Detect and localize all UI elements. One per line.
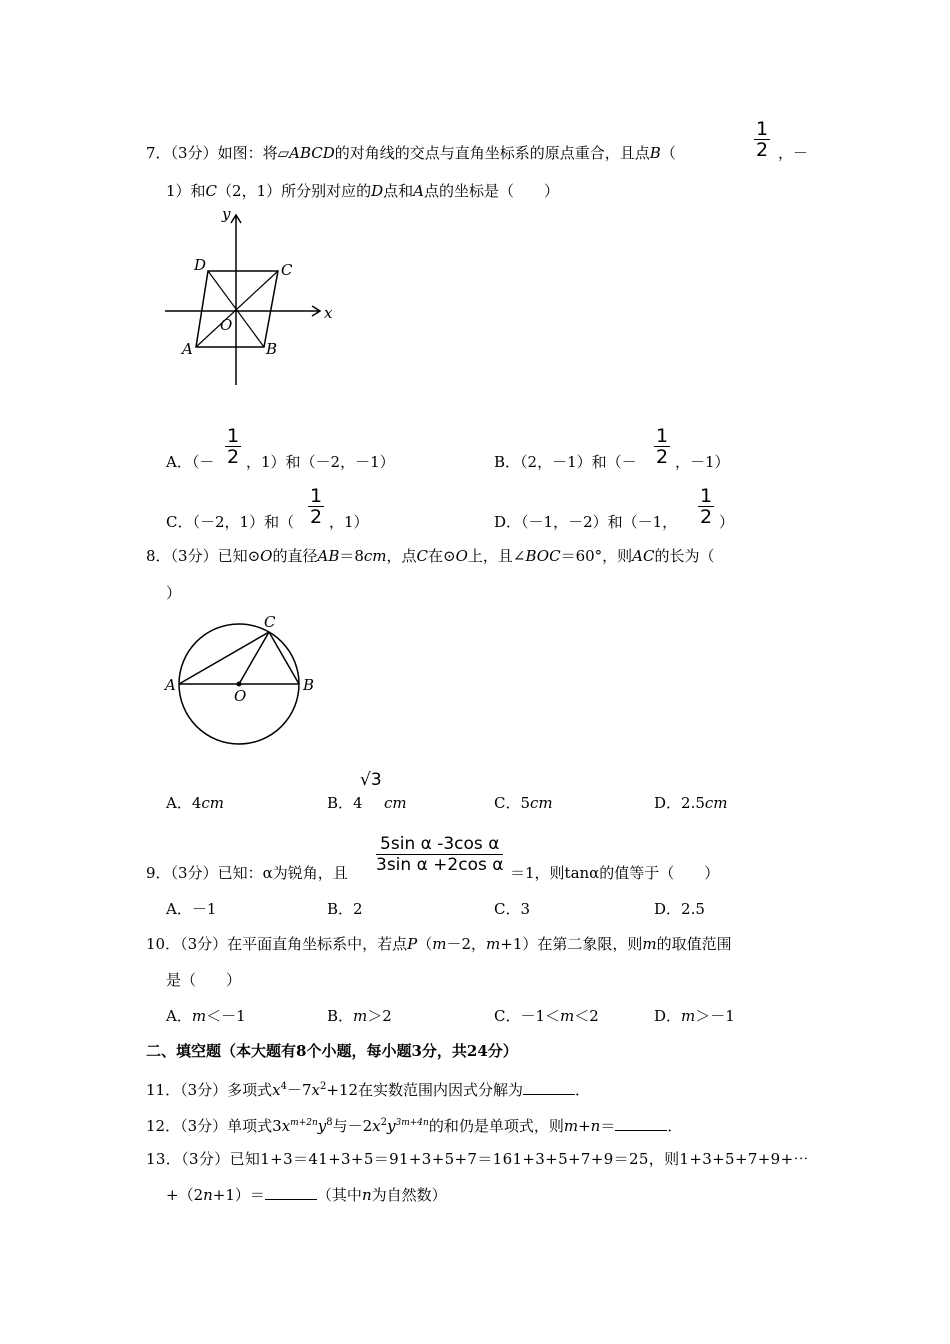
q9-fraction-denominator: 3sin α +2cos α [376,855,504,875]
q9-fraction-numerator: 5sin α -3cos α [376,834,503,855]
q10-line1: 10．（3分）在平面直角坐标系中，若点P（m－2，m+1）在第二象限，则m的取值范围 [146,935,732,953]
q8-option-c: C．5cm [494,794,553,812]
q8-circle-figure [160,605,330,750]
q7-label-y: y [222,205,231,223]
q7-label-c: C [281,261,293,279]
q7-label-d: D [194,256,207,274]
q13-answer-blank[interactable] [265,1185,317,1200]
q7-line1: 7．（3分）如图：将▱ABCD的对角线的交点与直角坐标系的原点重合，且点B（ [146,144,676,162]
q7-option-d-post: ） [719,513,735,531]
q9-pre: 9．（3分）已知：α为锐角，且 [146,864,348,882]
q8-chord-cb [269,632,299,684]
q8-center-point [237,682,242,687]
q11-answer-blank[interactable] [523,1080,575,1095]
q8-option-b: B．4 [327,794,363,812]
q7-option-c-post: ，1） [329,513,369,531]
q8-label-b: B [303,676,315,694]
q8-label-c: C [264,613,276,631]
q12-answer-blank[interactable] [615,1116,667,1131]
q7-b-fraction: $\frac{1}{2}$ [756,118,769,161]
q8-chord-ac [179,632,269,684]
q13-line1: 13．（3分）已知1+3＝41+3+5＝91+3+5+7＝161+3+5+7+9＝25，则1+3+5+7+9+⋯ [146,1150,809,1168]
q13-line2: +（2n+1）＝ （其中n为自然数） [166,1186,447,1204]
q8-option-b-sqrt: √3 [360,770,382,790]
q7-label-b: B [266,340,278,358]
q7-label-o: O [220,316,233,334]
q7-label-a: A [182,340,193,358]
q8-option-b-unit: cm [384,794,407,812]
q7-line2: 1）和C（2，1）所分别对应的D点和A点的坐标是（ ） [166,182,560,200]
q9-option-b: B．2 [327,900,363,918]
q9-option-d: D．2.5 [654,900,705,918]
q8-option-a: A．4cm [166,794,225,812]
q7-option-c-pre: C．（－2，1）和（ [166,513,295,531]
q10-option-a: A．m＜－1 [166,1007,246,1025]
q10-option-b: B．m＞2 [327,1007,392,1025]
q10-line2: 是（ ） [166,971,242,989]
q7-option-a-fraction: $\frac{1}{2}$ [227,425,240,468]
q12-line: 12．（3分）单项式$3x^{m+2n}y^8$与$-2x^2y^{3m+4n}$的和仍是单项式，则m+n＝ ． [146,1117,683,1135]
q11-line: 11．（3分）多项式$x^4-7x^2+12$在实数范围内因式分解为 ． [146,1081,591,1099]
q7-option-b-fraction: $\frac{1}{2}$ [656,425,669,468]
q7-option-d-fraction: $\frac{1}{2}$ [700,485,713,528]
q8-line1: 8．（3分）已知⊙O的直径AB＝8cm，点C在⊙O上，且∠BOC＝60°，则AC的长为（ [146,547,715,565]
section2-heading: 二、填空题（本大题有8个小题，每小题3分，共24分） [146,1042,518,1060]
q7-option-c-fraction: $\frac{1}{2}$ [310,485,323,528]
q8-label-a: A [165,676,176,694]
q8-option-d: D．2.5cm [654,794,728,812]
q8-label-o: O [234,687,247,705]
q9-fraction [376,834,503,875]
q8-line2: ） [166,584,182,602]
q7-option-d-pre: D．（－1，－2）和（－1， [494,513,678,531]
q9-post: ＝1，则tanα的值等于（ ） [510,864,720,882]
q7-label-x: x [324,304,333,322]
q8-radius-oc [239,632,269,684]
q9-option-a: A．－1 [166,900,217,918]
q7-option-b-post: ，－1） [675,453,730,471]
q7-parallelogram-figure [160,205,350,390]
q7-option-b-pre: B．（2，－1）和（－ [494,453,637,471]
q9-option-c: C．3 [494,900,531,918]
q7-option-a-pre: A．（－ [166,453,215,471]
q7-line1-tail: ，－ [778,144,809,162]
q10-option-c: C．－1＜m＜2 [494,1007,599,1025]
q7-option-a-post: ，1）和（－2，－1） [246,453,395,471]
q10-option-d: D．m＞－1 [654,1007,735,1025]
